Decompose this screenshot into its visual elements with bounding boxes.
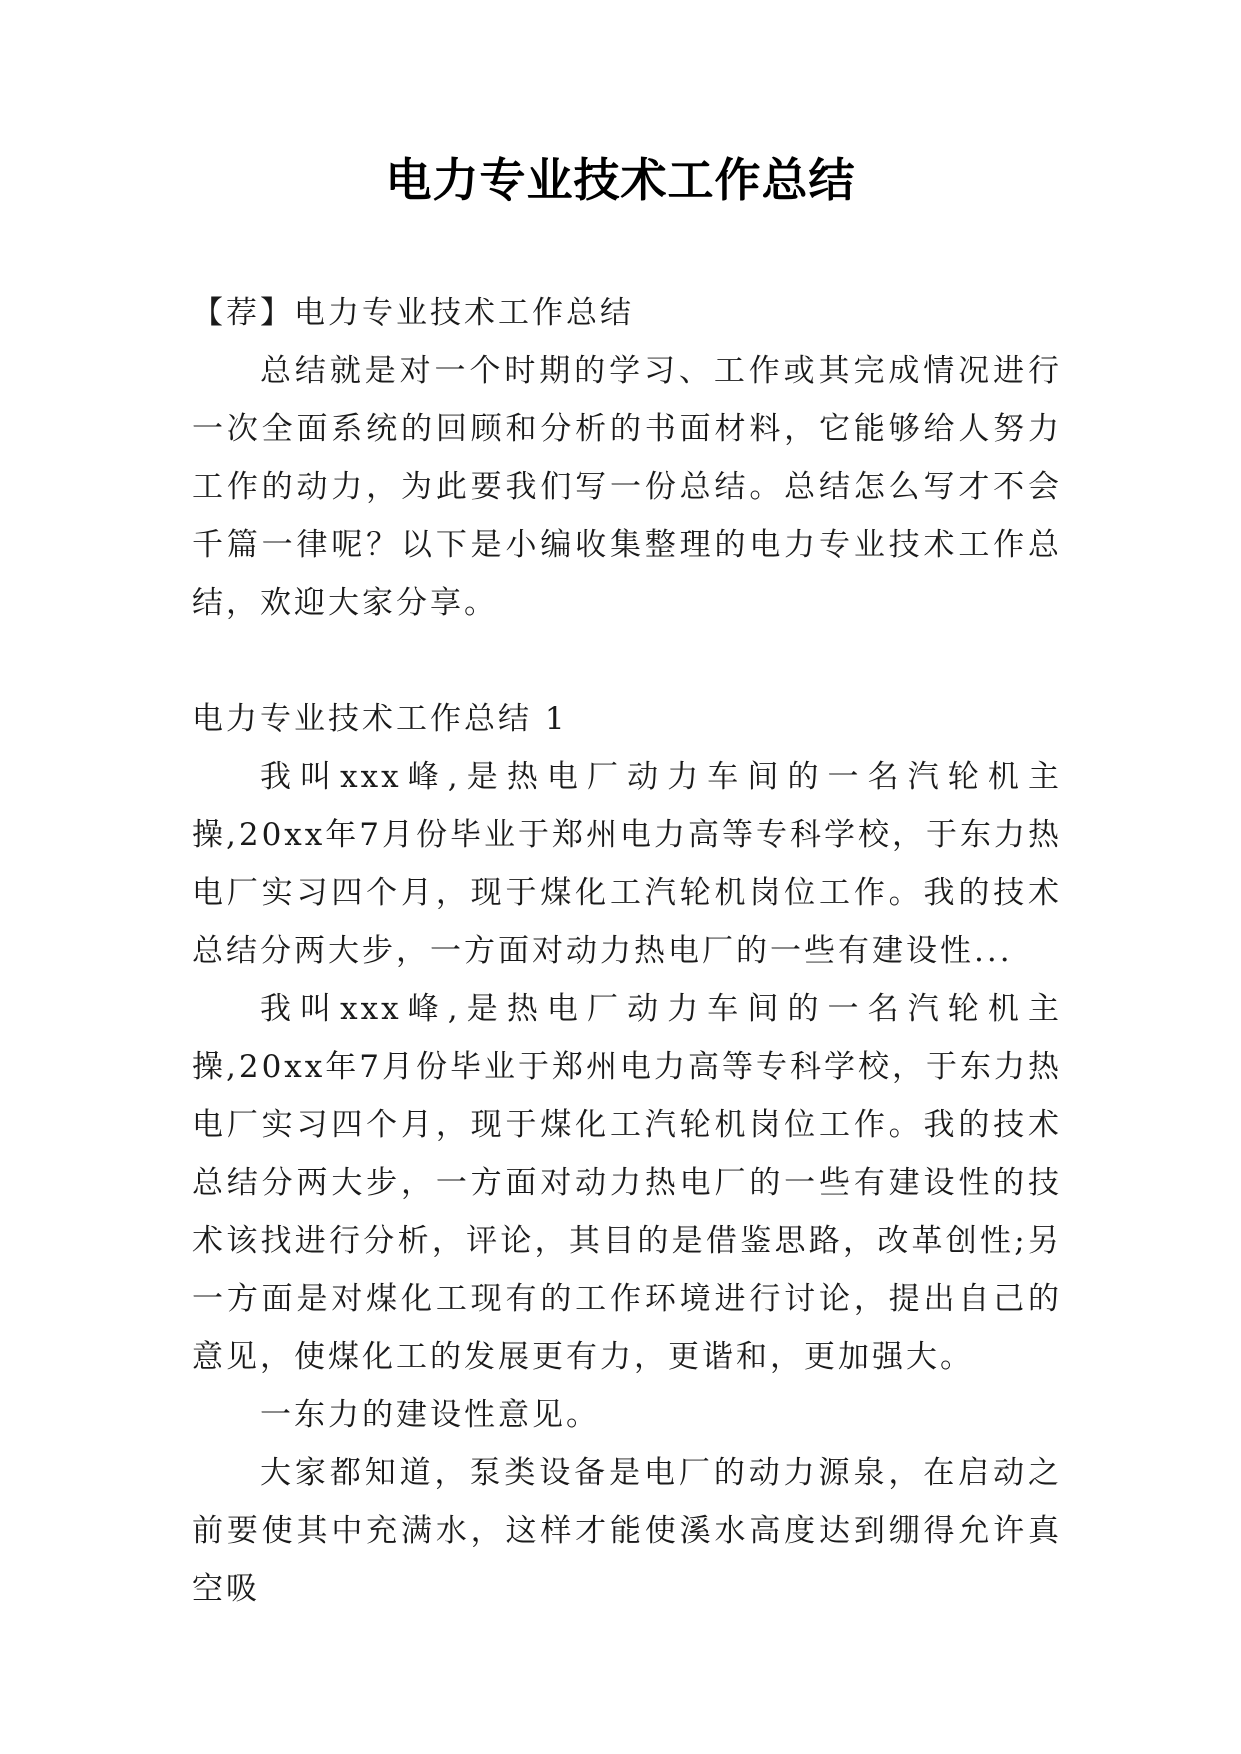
intro-paragraph: 总结就是对一个时期的学习、工作或其完成情况进行一次全面系统的回顾和分析的书面材料，它能够给人努力工作的动力，为此要我们写一份总结。总结怎么写才不会千篇一律呢？以下是小编收集整理的电力专业技术工作总结，欢迎大家分享。 — [192, 353, 1062, 621]
document-title: 电力专业技术工作总结 — [385, 153, 856, 207]
subsection-heading: 一东力的建设性意见。 — [260, 1397, 600, 1433]
section-heading-1: 电力专业技术工作总结 1 — [192, 701, 568, 737]
body-paragraph-2: 大家都知道，泵类设备是电厂的动力源泉，在启动之前要使其中充满水，这样才能使溪水高度达到绷得允许真空吸 — [192, 1455, 1062, 1607]
body-paragraph-1: 我叫xxx峰,是热电厂动力车间的一名汽轮机主操,20xx年7月份毕业于郑州电力高等专科学校，于东力热电厂实习四个月，现于煤化工汽轮机岗位工作。我的技术总结分两大步，一方面对动力热电厂的一些有建设性的技术该找进行分析，评论，其目的是借鉴思路，改革创性;另一方面是对煤化工现有的工作环境进行讨论，提出自己的意见，使煤化工的发展更有力，更谐和，更加强大。 — [192, 991, 1062, 1375]
document-body — [192, 284, 1062, 1618]
summary-paragraph: 我叫xxx峰,是热电厂动力车间的一名汽轮机主操,20xx年7月份毕业于郑州电力高等专科学校，于东力热电厂实习四个月，现于煤化工汽轮机岗位工作。我的技术总结分两大步，一方面对动力热电厂的一些有建设性... — [192, 759, 1062, 969]
recommended-heading: 【荐】电力专业技术工作总结 — [192, 295, 634, 331]
